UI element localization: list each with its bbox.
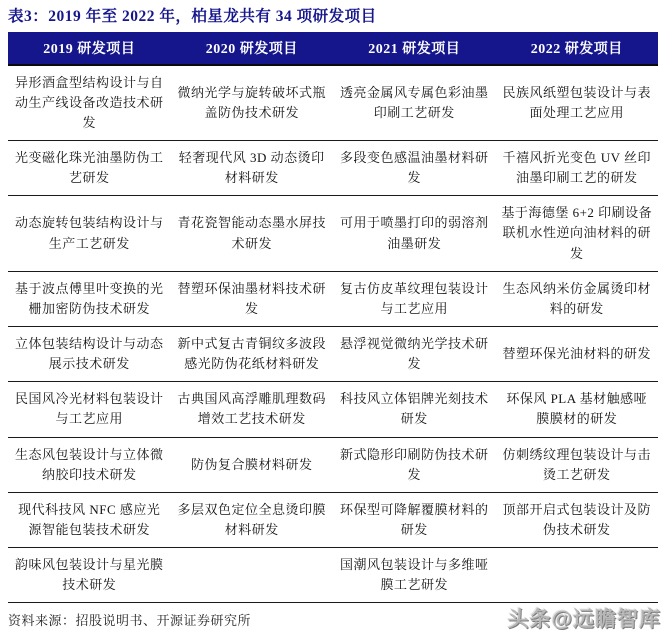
table-cell: 生态风包装设计与立体微纳胶印技术研发 [8, 437, 171, 492]
table-row [8, 382, 658, 437]
table-header-row [8, 32, 658, 65]
table-cell: 千禧风折光变色 UV 丝印油墨印刷工艺的研发 [496, 141, 659, 196]
table-cell: 替塑环保光油材料的研发 [496, 327, 659, 382]
column-header-2022: 2022 研发项目 [496, 32, 659, 65]
watermark: 头条@远瞻智库 [507, 608, 661, 631]
table-cell: 韵味风包装设计与星光膜技术研发 [8, 548, 171, 603]
table-cell: 立体包装结构设计与动态展示技术研发 [8, 327, 171, 382]
table-cell: 新式隐形印刷防伪技术研发 [333, 437, 496, 492]
table-cell: 顶部开启式包装设计及防伪技术研发 [496, 492, 659, 547]
table-cell: 国潮风包装设计与多维哑膜工艺研发 [333, 548, 496, 603]
table-cell: 异形酒盒型结构设计与自动生产线设备改造技术研发 [8, 65, 171, 141]
table-cell: 科技风立体铝牌光刻技术研发 [333, 382, 496, 437]
table-row [8, 141, 658, 196]
table-cell: 动态旋转包装结构设计与生产工艺研发 [8, 196, 171, 271]
table-cell: 基于海德堡 6+2 印刷设备联机水性逆向油材料的研发 [496, 196, 659, 271]
table-row [8, 548, 658, 603]
table-header [8, 32, 658, 65]
table-cell: 仿刺绣纹理包装设计与击烫工艺研发 [496, 437, 659, 492]
table-cell: 替塑环保油墨材料技术研发 [171, 271, 334, 326]
table-cell [171, 548, 334, 603]
table-row [8, 492, 658, 547]
table-cell: 新中式复古青铜纹多波段感光防伪花纸材料研发 [171, 327, 334, 382]
table-cell: 基于波点傅里叶变换的光栅加密防伪技术研发 [8, 271, 171, 326]
table-cell: 轻奢现代风 3D 动态烫印材料研发 [171, 141, 334, 196]
table-cell: 民族风纸塑包装设计与表面处理工艺应用 [496, 65, 659, 141]
table-cell: 可用于喷墨打印的弱溶剂油墨研发 [333, 196, 496, 271]
table-cell: 环保风 PLA 基材触感哑膜膜材的研发 [496, 382, 659, 437]
table-cell: 防伪复合膜材料研发 [171, 437, 334, 492]
table-cell: 青花瓷智能动态墨水屏技术研发 [171, 196, 334, 271]
table-cell: 光变磁化珠光油墨防伪工艺研发 [8, 141, 171, 196]
table-cell: 民国风冷光材料包装设计与工艺应用 [8, 382, 171, 437]
table-row [8, 327, 658, 382]
page-title: 表3：2019 年至 2022 年，柏星龙共有 34 项研发项目 [8, 8, 377, 25]
rd-projects-table [8, 32, 658, 604]
table-cell: 古典国风高浮雕肌理数码增效工艺技术研发 [171, 382, 334, 437]
table-row [8, 437, 658, 492]
table-cell: 复古仿皮革纹理包装设计与工艺应用 [333, 271, 496, 326]
table-cell: 微纳光学与旋转破坏式瓶盖防伪技术研发 [171, 65, 334, 141]
table-cell: 悬浮视觉微纳光学技术研发 [333, 327, 496, 382]
column-header-2021: 2021 研发项目 [333, 32, 496, 65]
table-cell: 多层双色定位全息烫印膜材料研发 [171, 492, 334, 547]
table-cell: 透亮金属风专属色彩油墨印刷工艺研发 [333, 65, 496, 141]
table-row [8, 65, 658, 141]
table-row [8, 196, 658, 271]
table-row [8, 271, 658, 326]
column-header-2020: 2020 研发项目 [171, 32, 334, 65]
column-header-2019: 2019 研发项目 [8, 32, 171, 65]
source-note: 资料来源：招股说明书、开源证券研究所 [8, 613, 252, 629]
table-cell: 现代科技风 NFC 感应光源智能包装技术研发 [8, 492, 171, 547]
table-body [8, 65, 658, 603]
table-cell: 环保型可降解覆膜材料的研发 [333, 492, 496, 547]
table-cell: 生态风纳米仿金属烫印材料的研发 [496, 271, 659, 326]
table-cell: 多段变色感温油墨材料研发 [333, 141, 496, 196]
table-cell [496, 548, 659, 603]
